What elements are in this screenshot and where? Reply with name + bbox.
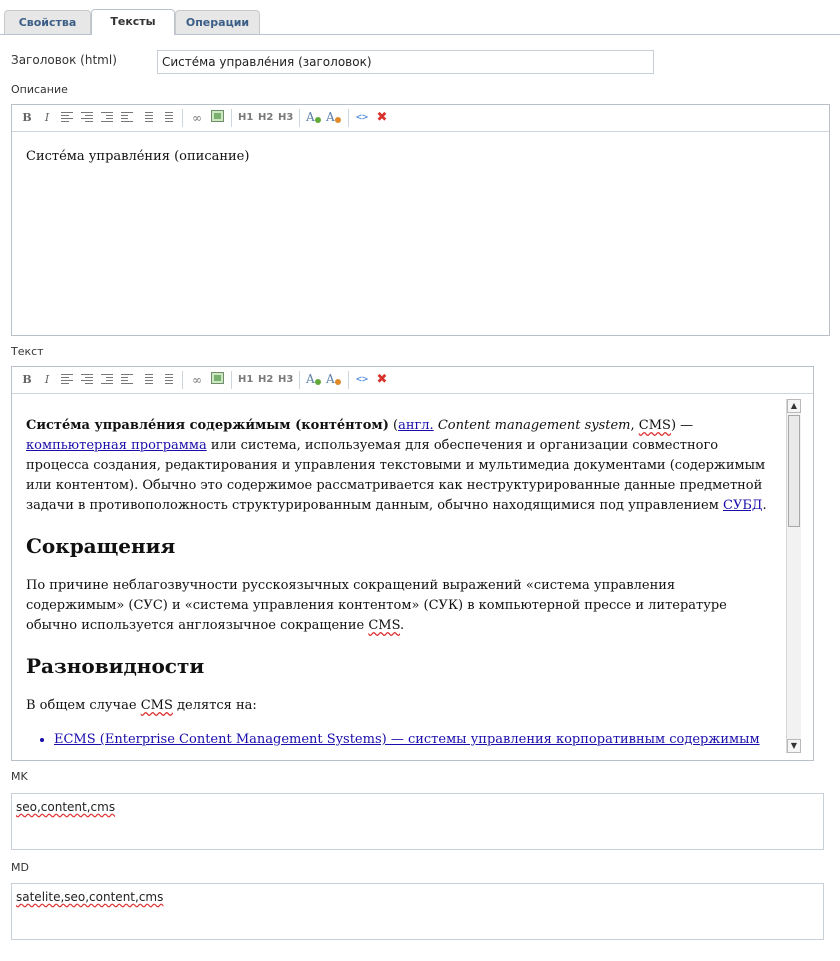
md-value: satelite,seo,content,cms bbox=[16, 890, 164, 904]
text-content[interactable] bbox=[26, 416, 774, 754]
italic-button[interactable]: I bbox=[44, 111, 50, 124]
heading3-button[interactable]: H3 bbox=[278, 112, 294, 123]
tab-bar bbox=[0, 0, 840, 35]
tab-operations[interactable]: Операции bbox=[175, 10, 260, 34]
heading2-button[interactable]: H2 bbox=[258, 374, 274, 385]
text-label: Текст bbox=[11, 345, 44, 358]
title-label: Заголовок (html) bbox=[11, 53, 117, 67]
unordered-list-icon[interactable] bbox=[161, 110, 173, 126]
image-icon[interactable] bbox=[210, 110, 224, 126]
article-english-term: Content management system bbox=[433, 418, 631, 433]
toolbar-separator bbox=[348, 109, 349, 127]
ordered-list-icon[interactable] bbox=[141, 110, 153, 126]
link-english[interactable]: англ. bbox=[398, 418, 434, 433]
mk-value: seo,content,cms bbox=[16, 800, 116, 814]
add-style-icon[interactable] bbox=[306, 372, 322, 388]
article-cms-abbr: CMS bbox=[140, 698, 173, 713]
link-icon[interactable]: ∞ bbox=[192, 111, 202, 125]
text-toolbar bbox=[12, 367, 813, 394]
heading1-button[interactable]: H1 bbox=[238, 374, 254, 385]
mk-label: MK bbox=[11, 770, 28, 783]
mk-textarea[interactable] bbox=[11, 793, 824, 850]
italic-button[interactable]: I bbox=[44, 373, 50, 386]
bold-button[interactable]: B bbox=[22, 111, 32, 124]
link-computer-program[interactable]: компьютерная программа bbox=[26, 438, 207, 453]
article-cms-abbr: CMS bbox=[368, 618, 401, 633]
toolbar-separator bbox=[231, 109, 232, 127]
remove-style-icon[interactable] bbox=[326, 110, 342, 126]
tab-properties[interactable]: Свойства bbox=[4, 10, 91, 34]
svg-text:A: A bbox=[326, 372, 335, 386]
ordered-list-icon[interactable] bbox=[141, 372, 153, 388]
heading-varieties: Разновидности bbox=[26, 654, 205, 678]
md-textarea[interactable] bbox=[11, 883, 824, 940]
svg-text:A: A bbox=[326, 110, 335, 124]
toolbar-separator bbox=[299, 371, 300, 389]
source-code-icon[interactable]: <> bbox=[355, 374, 369, 385]
align-left-icon[interactable] bbox=[61, 372, 73, 388]
article-term: Систе́ма управле́ния содержи́мым (конте́нтом) bbox=[26, 418, 389, 433]
svg-text:A: A bbox=[306, 372, 315, 386]
scroll-thumb[interactable] bbox=[788, 415, 800, 527]
add-style-icon[interactable] bbox=[306, 110, 322, 126]
toolbar-separator bbox=[182, 371, 183, 389]
varieties-list bbox=[26, 730, 774, 750]
link-dbms[interactable]: СУБД bbox=[723, 498, 763, 513]
text-editor bbox=[11, 366, 814, 761]
description-label: Описание bbox=[11, 83, 68, 96]
description-editor bbox=[11, 104, 830, 336]
toolbar-separator bbox=[348, 371, 349, 389]
unordered-list-icon[interactable] bbox=[161, 372, 173, 388]
text-scrollbar[interactable] bbox=[786, 399, 801, 753]
description-content[interactable]: Систе́ма управле́ния (описание) bbox=[26, 149, 250, 164]
clear-format-icon[interactable]: ✖ bbox=[376, 372, 388, 387]
link-icon[interactable]: ∞ bbox=[192, 373, 202, 387]
image-icon[interactable] bbox=[210, 372, 224, 388]
clear-format-icon[interactable]: ✖ bbox=[376, 110, 388, 125]
toolbar-separator bbox=[299, 109, 300, 127]
outdent-icon[interactable] bbox=[121, 110, 133, 126]
heading2-button[interactable]: H2 bbox=[258, 112, 274, 123]
heading1-button[interactable]: H1 bbox=[238, 112, 254, 123]
description-toolbar bbox=[12, 105, 829, 132]
scroll-down-icon[interactable]: ▼ bbox=[787, 739, 801, 753]
heading-abbreviations: Сокращения bbox=[26, 534, 176, 558]
remove-style-icon[interactable] bbox=[326, 372, 342, 388]
align-right-icon[interactable] bbox=[81, 110, 93, 126]
indent-icon[interactable] bbox=[101, 110, 113, 126]
tab-texts[interactable]: Тексты bbox=[91, 9, 175, 35]
heading3-button[interactable]: H3 bbox=[278, 374, 294, 385]
align-left-icon[interactable] bbox=[61, 110, 73, 126]
outdent-icon[interactable] bbox=[121, 372, 133, 388]
scroll-up-icon[interactable]: ▲ bbox=[787, 399, 801, 413]
toolbar-separator bbox=[182, 109, 183, 127]
svg-text:A: A bbox=[306, 110, 315, 124]
align-right-icon[interactable] bbox=[81, 372, 93, 388]
title-input[interactable]: Систе́ма управле́ния (заголовок) bbox=[157, 50, 654, 74]
list-item: • ECMS (Enterprise Content Management Systems) — системы управления корпоративным содержимым bbox=[54, 730, 774, 750]
article-cms-abbr: CMS bbox=[638, 418, 671, 433]
bold-button[interactable]: B bbox=[22, 373, 32, 386]
toolbar-separator bbox=[231, 371, 232, 389]
md-label: MD bbox=[11, 861, 29, 874]
article-paragraph: По причине неблагозвучности русскоязычных сокращений выражений «система управления содержимым» (СУС) и «система управления контентом» (СУК) в компьютерной прессе и литературе обычно используется англоязычное сокращение CMS. bbox=[26, 578, 727, 633]
source-code-icon[interactable]: <> bbox=[355, 112, 369, 123]
article-paragraph: Систе́ма управле́ния содержи́мым (конте́нтом) (англ. Content management system, CMS) — компьютерная программа или система, используемая для обеспечения и организации совместного процесса создания, редактирования и управления текстовыми и мультимедиа документами (содержимым или контентом). Обычно это содержимое рассматривается как неструктурированные данные предметной задачи в противоположность структурированным данным, обычно находящимися под управлением СУБД. bbox=[26, 418, 767, 513]
indent-icon[interactable] bbox=[101, 372, 113, 388]
article-paragraph: В общем случае CMS делятся на: bbox=[26, 698, 257, 713]
